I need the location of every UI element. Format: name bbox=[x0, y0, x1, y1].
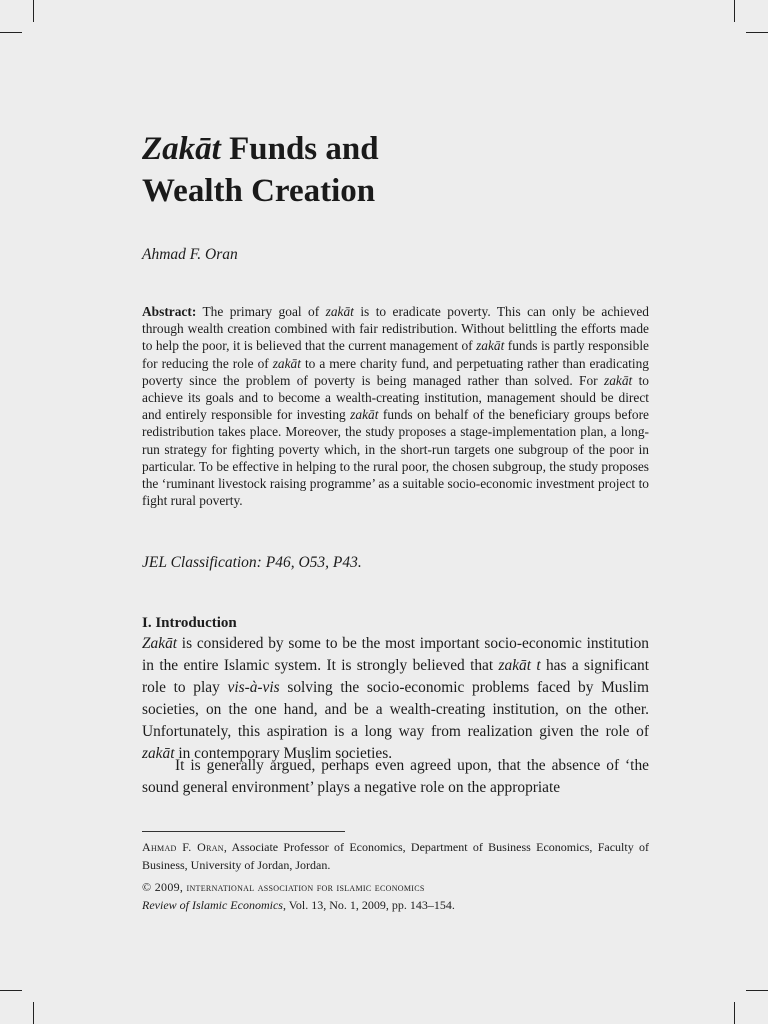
abstract-italic: zakāt bbox=[476, 338, 505, 354]
body-italic: zakāt bbox=[142, 744, 175, 762]
body-text: solving the socio-economic problems faced by Muslim societies, on the one hand, and be a wealth-creating institution, on the other. Unfortunately, this aspiration is a long way from realization given the role of bbox=[142, 678, 649, 740]
crop-mark-top-right-horizontal bbox=[746, 32, 768, 33]
footnote-author-name: Ahmad F. Oran bbox=[142, 840, 224, 854]
crop-mark-bottom-left-vertical bbox=[33, 1002, 34, 1024]
body-text: in contemporary Muslim societies. bbox=[174, 744, 393, 762]
copyright-footnote bbox=[142, 879, 649, 914]
abstract-text: funds on behalf of the beneficiary groups before redistribution takes place. Moreover, the study proposes a stage-implementation plan, a long-run strategy for fighting poverty which, in the short-run targets one subgroup of the poor in particular. To be effective in helping to the rural poor, the chosen subgroup, the study proposes the ‘ruminant livestock raising programme’ as a suitable socio-economic investment project to fight rural poverty. bbox=[142, 407, 650, 509]
abstract-text: to a mere charity fund, and perpetuating rather than eradicating poverty since the problem of poverty is being managed rather than solved. For bbox=[142, 355, 649, 388]
abstract-text: to achieve its goals and to become a wealth-creating institution, management should be direct and entirely responsible for investing bbox=[142, 372, 649, 423]
abstract-text: The primary goal of bbox=[196, 304, 326, 319]
body-italic: Zakāt bbox=[142, 635, 178, 652]
title-italic-word: Zakāt bbox=[142, 131, 221, 167]
body-text: is considered by some to be the most important socio-economic institution in the entire Islamic system. It is strongly believed that bbox=[142, 635, 649, 674]
abstract-label: Abstract: bbox=[142, 304, 197, 319]
crop-mark-top-right-vertical bbox=[734, 0, 735, 22]
abstract-text: funds is partly responsible for reducing the role of bbox=[142, 338, 649, 371]
author-affiliation-footnote bbox=[142, 839, 649, 874]
journal-name: Review of Islamic Economics bbox=[142, 897, 283, 912]
section-heading: I. Introduction bbox=[142, 615, 237, 631]
body-text: has a significant role to play bbox=[142, 656, 649, 696]
copyright-line: © 2009, international association for islamic economics bbox=[142, 880, 425, 894]
article-title bbox=[142, 128, 662, 212]
crop-mark-bottom-right-vertical bbox=[734, 1002, 735, 1024]
abstract-italic: zakāt bbox=[272, 355, 301, 371]
crop-mark-bottom-right-horizontal bbox=[746, 990, 768, 991]
crop-mark-bottom-left-horizontal bbox=[0, 990, 22, 991]
title-line-2: Wealth Creation bbox=[142, 173, 376, 209]
abstract-italic: zakāt bbox=[603, 372, 633, 388]
intro-paragraph-1 bbox=[142, 633, 649, 764]
abstract bbox=[142, 303, 649, 509]
journal-citation: , Vol. 13, No. 1, 2009, pp. 143–154. bbox=[282, 897, 455, 912]
title-line-1: Funds and bbox=[220, 131, 379, 167]
crop-mark-top-left-vertical bbox=[33, 0, 34, 22]
footnote-divider bbox=[142, 831, 345, 832]
body-italic: vis-à-vis bbox=[227, 678, 280, 696]
article-author: Ahmad F. Oran bbox=[142, 246, 238, 263]
abstract-italic: zakāt bbox=[350, 407, 379, 423]
abstract-text: is to eradicate poverty. This can only be achieved through wealth creation combined with fair redistribution. Without belittling the efforts made to help the poor, it is believed that the current management of bbox=[142, 304, 650, 354]
abstract-italic: zakāt bbox=[325, 304, 354, 319]
body-italic: zakāt t bbox=[498, 656, 541, 674]
jel-classification: JEL Classification: P46, O53, P43. bbox=[142, 554, 362, 571]
intro-paragraph-2: It is generally argued, perhaps even agreed upon, that the absence of ‘the sound general environment’ plays a negative role on the appropriate bbox=[142, 757, 649, 796]
crop-mark-top-left-horizontal bbox=[0, 32, 22, 33]
footnote-affiliation: , Associate Professor of Economics, Department of Business Economics, Faculty of Business, University of Jordan, Jordan. bbox=[142, 840, 649, 872]
